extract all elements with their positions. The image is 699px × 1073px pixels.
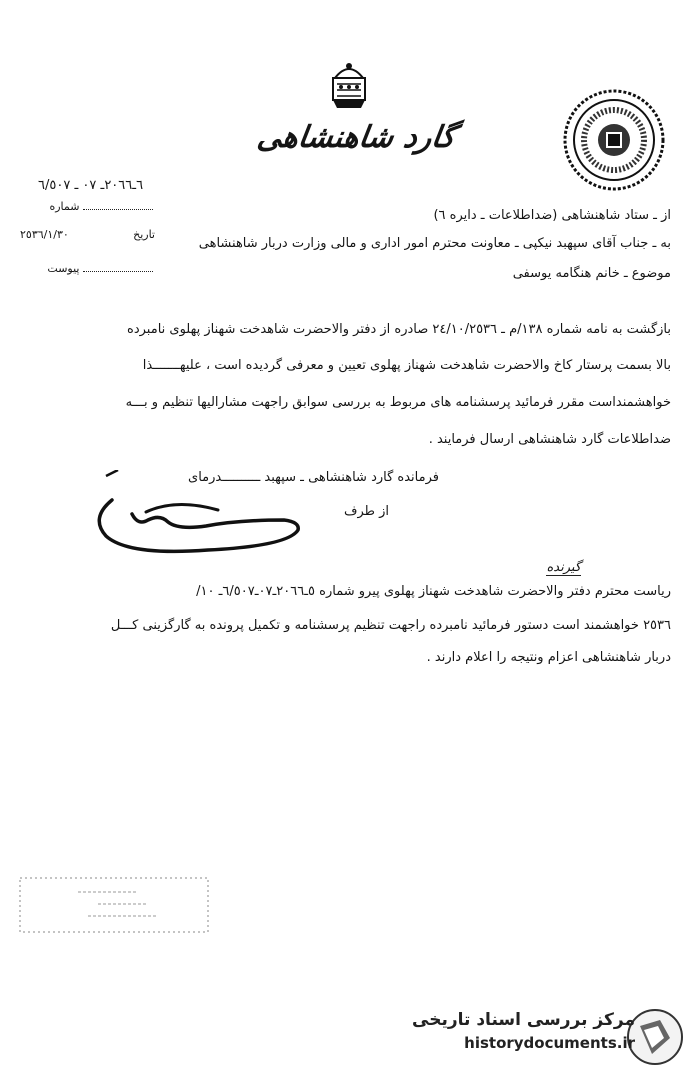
cc-line: دربار شاهنشاهی اعزام ونتیجه را اعلام دارند . bbox=[426, 650, 671, 665]
from-line: از ـ ستاد شاهنشاهی (ضداطلاعات ـ دایره ٦) bbox=[433, 208, 671, 223]
cc-heading: گیرنده bbox=[546, 560, 581, 575]
number-label: شماره bbox=[49, 200, 80, 213]
letterhead-title: گارد شاهنشاهی bbox=[254, 120, 458, 155]
body-line: بالا بسمت پرستار کاخ والاحضرت شاهدخت شهناز پهلوی تعیین و معرفی گردیده است ، علیهـــــــذا bbox=[142, 358, 671, 373]
signatory-by: از طرف bbox=[343, 504, 389, 519]
brand-name: مرکز بررسی اسناد تاریخی bbox=[412, 1010, 635, 1030]
body-line: بازگشت به نامه شماره ١٣٨/م ـ ٢٤/١٠/٢٥٣٦ صادره از دفتر والاحضرت شاهدخت شهناز پهلوی نامبرده bbox=[127, 322, 671, 337]
date-label: تاریخ bbox=[133, 228, 155, 241]
seal-stamp bbox=[562, 88, 666, 192]
brand-block bbox=[412, 1010, 635, 1052]
handwritten-signature bbox=[88, 470, 308, 570]
document-number: ٦ـ٢٠٦٦ـ ٠٧ ـ ٦/٥٠٧ bbox=[38, 178, 144, 193]
signatory-title: فرمانده گارد شاهنشاهی ـ سپهبد ــــــــــدرمای bbox=[188, 470, 439, 485]
cc-line: ٢٥٣٦ خواهشمند است دستور فرمائید نامبرده راجهت تنظیم پرسشنامه و تکمیل پرونده به گارگزینی کـــل bbox=[110, 618, 671, 633]
attachment-label: پیوست bbox=[47, 262, 80, 275]
faint-stamp bbox=[18, 872, 213, 940]
date-value: ٢٥٣٦/١/٣٠ bbox=[20, 228, 69, 241]
date-row bbox=[20, 228, 155, 241]
body-line: خواهشمنداست مقرر فرمائید پرسشنامه های مربوط به بررسی سوابق راجهت مشارالیها تنظیم و بـــه bbox=[125, 395, 671, 410]
body-line: ضداطلاعات گارد شاهنشاهی ارسال فرمایند . bbox=[428, 432, 671, 447]
to-line: به ـ جناب آقای سپهبد نیکپی ـ معاونت محترم امور اداری و مالی وزارت دربار شاهنشاهی bbox=[198, 236, 671, 251]
crown-icon bbox=[325, 58, 373, 118]
subject-line: موضوع ـ خانم هنگامه یوسفی bbox=[512, 266, 671, 281]
cc-line: ریاست محترم دفتر والاحضرت شاهدخت شهناز پهلوی پیرو شماره ٥ـ٢٠٦٦ـ٠٧ـ٦/٥٠٧ـ ١٠/ bbox=[196, 584, 671, 599]
brand-url: historydocuments.ir bbox=[464, 1034, 635, 1052]
